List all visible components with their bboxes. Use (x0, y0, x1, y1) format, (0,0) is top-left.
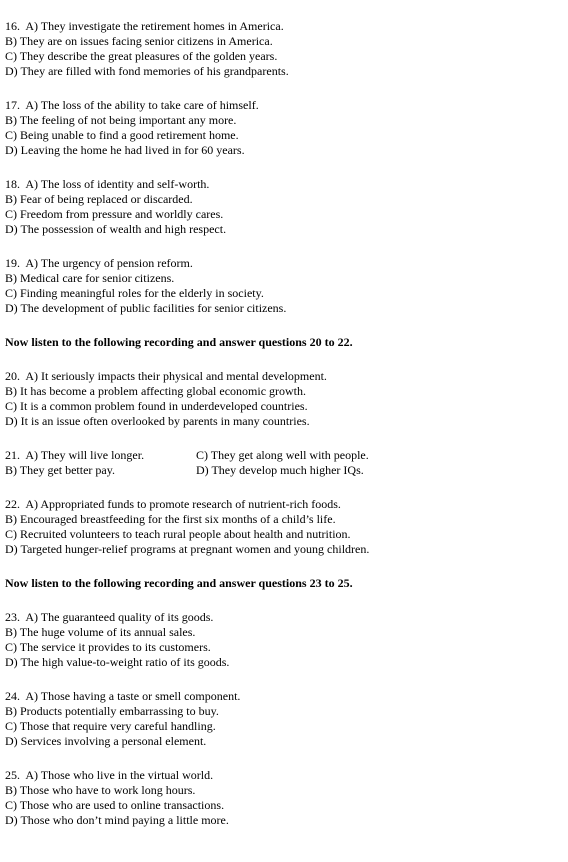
option-b: B) Encouraged breastfeeding for the first six months of a child’s life. (5, 512, 336, 526)
option-c: C) Recruited volunteers to teach rural people about health and nutrition. (5, 527, 351, 541)
option-d: D) The development of public facilities for senior citizens. (5, 301, 287, 315)
option-c: C) Finding meaningful roles for the elderly in society. (5, 286, 264, 300)
option-c: C) They get along well with people. (196, 448, 369, 462)
option-d: D) They are filled with fond memories of his grandparents. (5, 64, 289, 78)
option-b: B) Products potentially embarrassing to buy. (5, 704, 219, 718)
options-row-1 (5, 448, 563, 463)
question-19 (5, 256, 563, 316)
option-b: B) The feeling of not being important any more. (5, 113, 237, 127)
option-a: 17. A) The loss of the ability to take care of himself. (5, 98, 259, 112)
options-row-2 (5, 463, 563, 478)
question-25 (5, 768, 563, 828)
option-a: 18. A) The loss of identity and self-worth. (5, 177, 210, 191)
section-heading-23-25: Now listen to the following recording and answer questions 23 to 25. (5, 576, 353, 590)
option-d: D) Services involving a personal element. (5, 734, 207, 748)
option-c: C) Being unable to find a good retirement home. (5, 128, 239, 142)
option-d: D) Those who don’t mind paying a little more. (5, 813, 229, 827)
document-body (5, 19, 563, 828)
option-a: 24. A) Those having a taste or smell component. (5, 689, 241, 703)
option-c: C) Those that require very careful handling. (5, 719, 216, 733)
option-d: D) They develop much higher IQs. (196, 463, 364, 477)
option-d: D) Targeted hunger-relief programs at pregnant women and young children. (5, 542, 370, 556)
option-a: 20. A) It seriously impacts their physical and mental development. (5, 369, 327, 383)
question-21 (5, 448, 563, 478)
option-a: 16. A) They investigate the retirement homes in America. (5, 19, 284, 33)
option-d: D) It is an issue often overlooked by parents in many countries. (5, 414, 310, 428)
option-a: 19. A) The urgency of pension reform. (5, 256, 193, 270)
option-a: 21. A) They will live longer. (5, 448, 145, 462)
option-a: 25. A) Those who live in the virtual world. (5, 768, 214, 782)
section-heading-20-22: Now listen to the following recording and answer questions 20 to 22. (5, 335, 353, 349)
question-17 (5, 98, 563, 158)
question-20 (5, 369, 563, 429)
option-d: D) The high value-to-weight ratio of its goods. (5, 655, 230, 669)
option-b: B) The huge volume of its annual sales. (5, 625, 196, 639)
option-b: B) Those who have to work long hours. (5, 783, 196, 797)
option-c: C) They describe the great pleasures of the golden years. (5, 49, 278, 63)
question-22 (5, 497, 563, 557)
option-b: B) It has become a problem affecting global economic growth. (5, 384, 307, 398)
option-c: C) Those who are used to online transactions. (5, 798, 225, 812)
option-b: B) Fear of being replaced or discarded. (5, 192, 193, 206)
option-d: D) The possession of wealth and high respect. (5, 222, 227, 236)
option-d: D) Leaving the home he had lived in for 60 years. (5, 143, 245, 157)
option-a: 23. A) The guaranteed quality of its goods. (5, 610, 214, 624)
option-c: C) The service it provides to its customers. (5, 640, 211, 654)
option-a: 22. A) Appropriated funds to promote research of nutrient-rich foods. (5, 497, 341, 511)
question-18 (5, 177, 563, 237)
option-c: C) Freedom from pressure and worldly cares. (5, 207, 224, 221)
question-23 (5, 610, 563, 670)
option-b: B) They are on issues facing senior citizens in America. (5, 34, 273, 48)
option-b: B) They get better pay. (5, 463, 115, 477)
question-24 (5, 689, 563, 749)
option-c: C) It is a common problem found in underdeveloped countries. (5, 399, 308, 413)
question-16 (5, 19, 563, 79)
option-b: B) Medical care for senior citizens. (5, 271, 175, 285)
